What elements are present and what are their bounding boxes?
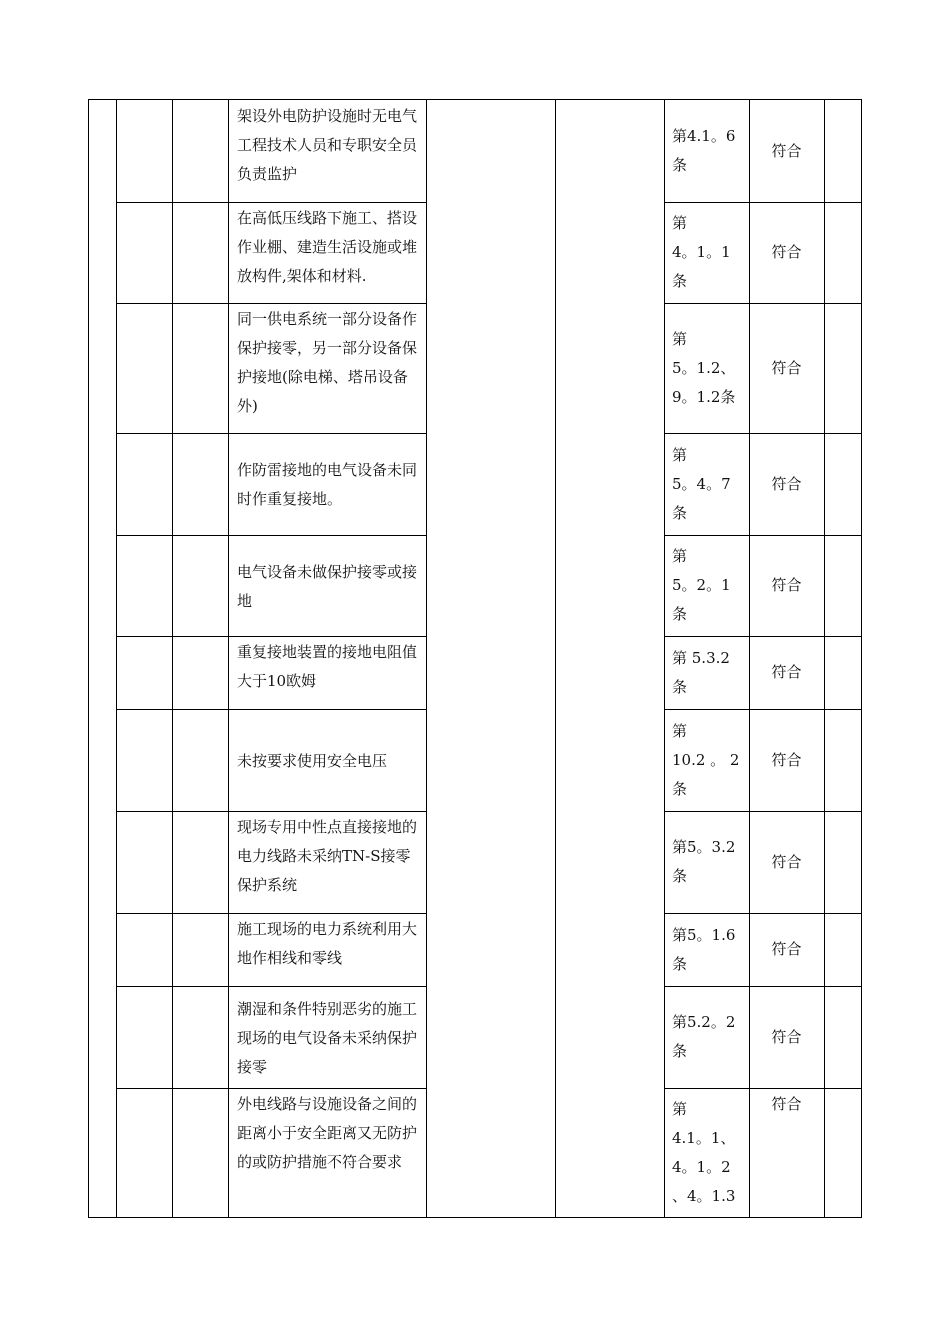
- inspection-table: [88, 99, 862, 1218]
- clause-reference: 第 5.3.2 条: [672, 648, 730, 696]
- result-value: 符合: [771, 243, 802, 261]
- clause-reference: 第5.2。2 条: [672, 1013, 736, 1060]
- check-item-text: 未按要求使用安全电压: [237, 751, 388, 770]
- result-value: 符合: [771, 1027, 802, 1046]
- clause-reference: 第5。1.6 条: [672, 925, 736, 973]
- result-value: 符合: [771, 750, 802, 769]
- clause-reference: 第4.1。6 条: [672, 127, 736, 174]
- result-value: 符合: [771, 474, 802, 493]
- check-item-text: 现场专用中性点直接接地的电力线路未采纳TN-S接零保护系统: [237, 818, 418, 894]
- clause-reference: 第 5。2。1 条: [672, 547, 731, 623]
- result-value: 符合: [771, 141, 802, 160]
- clause-reference: 第 4.1。1、 4。1。2 、4。1.3: [672, 1100, 736, 1205]
- table-row: [89, 433, 861, 535]
- clause-reference: 第 5。4。7 条: [672, 445, 731, 522]
- check-item-text: 在高低压线路下施工、搭设作业棚、建造生活设施或堆放构件,架体和材料.: [237, 209, 418, 285]
- check-item-text: 电气设备未做保护接零或接地: [237, 562, 418, 610]
- check-item-text: 架设外电防护设施时无电气工程技术人员和专职安全员负责监护: [237, 107, 418, 183]
- table-row: [89, 1088, 861, 1218]
- result-value: 符合: [771, 1095, 802, 1113]
- table-row: [89, 811, 861, 913]
- table-row: [89, 986, 861, 1088]
- check-item-text: 外电线路与设施设备之间的距离小于安全距离又无防护的或防护措施不符合要求: [237, 1095, 418, 1171]
- check-item-text: 潮湿和条件特别恶劣的施工现场的电气设备未采纳保护接零: [237, 999, 418, 1076]
- check-item-text: 施工现场的电力系统利用大地作相线和零线: [237, 920, 418, 967]
- result-value: 符合: [771, 576, 802, 594]
- result-value: 符合: [771, 663, 802, 681]
- check-item-text: 重复接地装置的接地电阻值大于10欧姆: [237, 643, 418, 690]
- clause-reference: 第 10.2 。 2 条: [672, 721, 740, 798]
- table-row: [89, 636, 861, 709]
- result-value: 符合: [771, 358, 802, 377]
- check-item-text: 同一供电系统一部分设备作保护接零，另一部分设备保护接地(除电梯、塔吊设备外): [237, 310, 418, 415]
- clause-reference: 第 5。1.2、 9。1.2条: [672, 329, 736, 406]
- table-row: [89, 303, 861, 433]
- table-row: [89, 535, 861, 636]
- clause-reference: 第 4。1。1 条: [672, 214, 731, 290]
- table-row: [89, 202, 861, 303]
- check-item-text: 作防雷接地的电气设备未同时作重复接地。: [237, 461, 418, 508]
- result-value: 符合: [771, 940, 802, 958]
- clause-reference: 第5。3.2 条: [672, 838, 736, 885]
- table-row: [89, 709, 861, 811]
- table-row: [89, 913, 861, 986]
- table-row: [89, 100, 861, 202]
- result-value: 符合: [771, 852, 802, 871]
